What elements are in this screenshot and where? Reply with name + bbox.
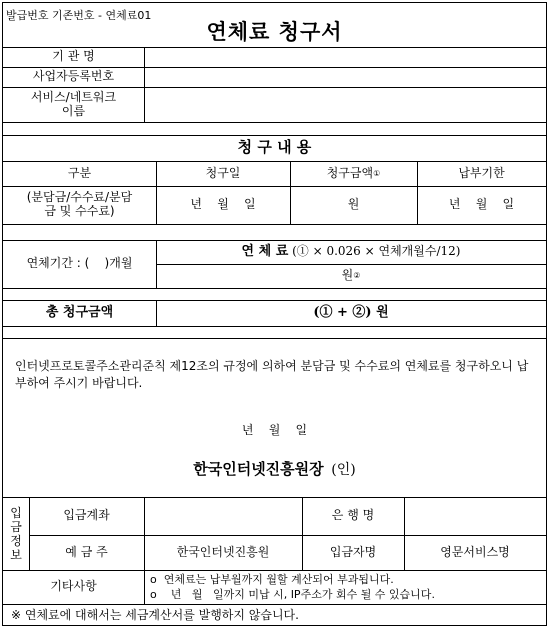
issuer-line (3, 458, 546, 482)
deposit-account-field[interactable] (145, 498, 302, 535)
rule (3, 338, 546, 339)
other-notes-line-2: o 년 월 일까지 미납 시, IP주소가 회수 될 수 있습니다. (150, 588, 435, 601)
type-cell: (분담금/수수료/분담 금 및 수수료) (26, 190, 133, 218)
agency-name-field[interactable] (145, 48, 545, 67)
amount-mark: ① (373, 168, 381, 178)
late-period-label: 연체기간 : ( )개월 (26, 256, 133, 271)
business-number-field[interactable] (145, 68, 545, 87)
business-number-label: 사업자등록번호 (32, 69, 115, 84)
late-fee-formula-row (156, 240, 546, 264)
rule (3, 224, 546, 225)
notice-body-text: 인터넷프로토콜주소관리준칙 제12조의 규정에 의하여 분담금 및 수수료의 연체료를 청구하오니 납부하여 주시기 바랍니다. (15, 359, 529, 390)
document-code: 발급번호 기존번호 - 연체료01 (6, 9, 152, 22)
late-fee-amount-row (156, 264, 546, 288)
bank-name-label: 은 행 명 (331, 508, 375, 523)
rule (3, 604, 546, 605)
column-header-amount-label: 청구금액 (326, 165, 374, 180)
invoice-form (2, 2, 547, 626)
column-header-due: 납부기한 (458, 165, 505, 180)
agency-label: 기 관 명 (52, 49, 95, 64)
rule (3, 122, 546, 123)
issue-date: 년 월 일 (241, 423, 308, 438)
account-holder-value: 한국인터넷진흥원 (176, 544, 270, 559)
bank-name-field[interactable] (405, 498, 545, 535)
amount-cell: 원 (347, 197, 360, 212)
footer-note: ※ 연체료에 대해서는 세금계산서를 발행하지 않습니다. (11, 608, 299, 622)
service-name-label: 서비스/네트워크 이름 (30, 89, 117, 118)
late-fee-mark: ② (353, 271, 361, 281)
deposit-account-label: 입금계좌 (63, 508, 110, 523)
total-amount-value: (① + ②) 원 (313, 304, 389, 320)
column-header-type: 구분 (67, 165, 92, 180)
other-notes-label: 기타사항 (50, 579, 97, 594)
rule (3, 288, 546, 289)
issuer-name: 한국인터넷진흥원장 (193, 460, 324, 479)
other-notes-line-1: o 연체료는 납부월까지 월할 계산되어 부과됩니다. (150, 573, 394, 586)
due-date-cell: 년 월 일 (448, 197, 515, 212)
issuer-seal: (인) (331, 461, 356, 478)
late-fee-formula: (① × 0.026 × 연체개월수/12) (292, 244, 461, 259)
rule (3, 326, 546, 327)
column-header-amount (290, 161, 417, 186)
document-title: 연체료 청구서 (206, 18, 343, 44)
service-name-field[interactable] (145, 88, 545, 122)
late-fee-title: 연 체 료 (241, 243, 289, 259)
depositor-name-label: 입금자명 (329, 544, 377, 559)
claim-date-cell: 년 월 일 (190, 197, 256, 212)
late-fee-unit: 원 (341, 268, 354, 283)
column-header-date: 청구일 (205, 165, 241, 180)
payment-info-side-label: 입금정보 (10, 505, 22, 562)
depositor-name-value: 영문서비스명 (440, 544, 510, 559)
rule (144, 570, 145, 604)
section-title: 청 구 내 용 (237, 138, 312, 157)
account-holder-label: 예 금 주 (65, 544, 108, 559)
total-amount-label: 총 청구금액 (45, 304, 114, 320)
